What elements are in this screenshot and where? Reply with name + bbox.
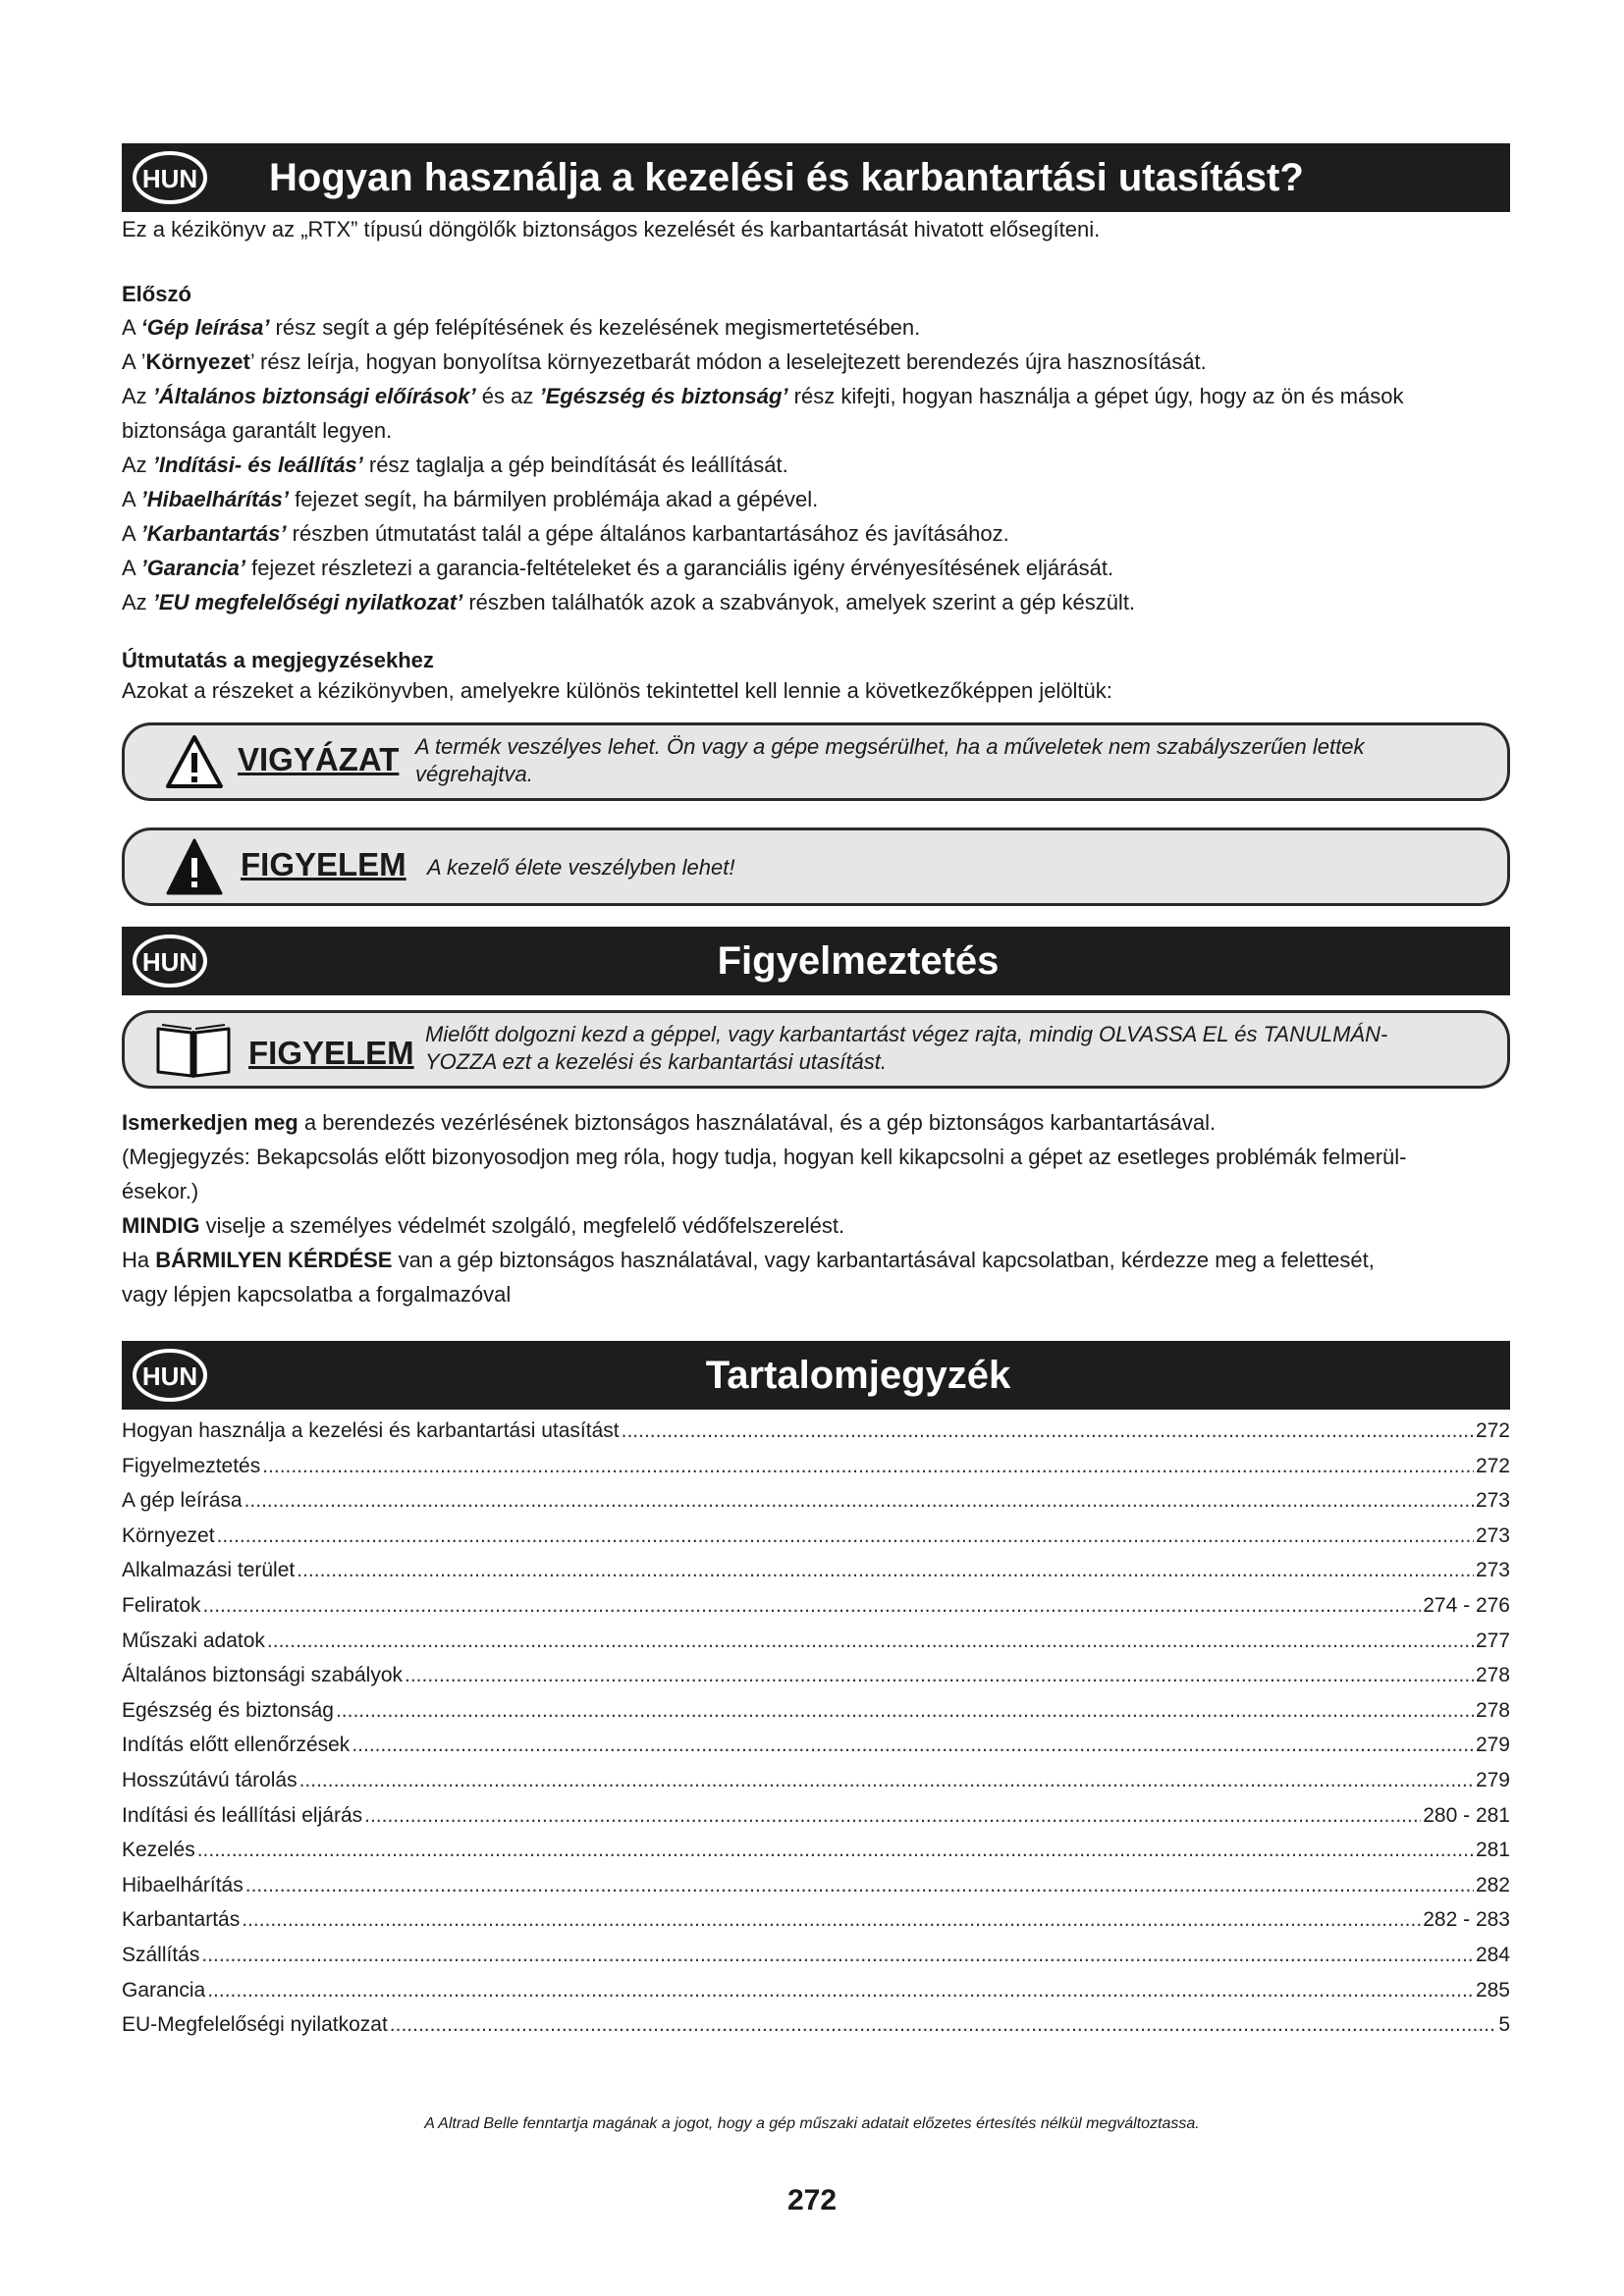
notes-heading: Útmutatás a megjegyzésekhez (122, 648, 434, 672)
warning-triangle-filled-icon (164, 836, 225, 897)
toc-dot-leader (217, 1519, 1474, 1554)
toc-entry (122, 1868, 1510, 1903)
toc-entry-page: 279 (1475, 1734, 1510, 1757)
svg-text:HUN: HUN (141, 947, 198, 977)
toc-entry-page: 281 (1475, 1839, 1510, 1862)
toc-dot-leader (352, 1728, 1474, 1763)
toc-entry-title: Garancia (122, 1978, 206, 2002)
toc-entry-title: Figyelmeztetés (122, 1454, 261, 1477)
toc-entry (122, 1519, 1510, 1554)
toc-entry-page: 278 (1475, 1664, 1510, 1687)
toc-entry-page: 272 (1475, 1419, 1510, 1442)
toc-dot-leader (201, 1938, 1474, 1973)
toc-entry (122, 1658, 1510, 1693)
warning-paragraph: vagy lépjen kapcsolatba a forgalmazóval (122, 1282, 512, 1307)
toc-dot-leader (299, 1763, 1474, 1798)
toc-entry (122, 1798, 1510, 1834)
toc-entry-page: 278 (1475, 1698, 1510, 1722)
toc-entry-title: EU-Megfelelőségi nyilatkozat (122, 2013, 388, 2037)
toc-entry-page: 282 (1475, 1873, 1510, 1896)
foreword-line: A ‘Gép leírása’ rész segít a gép felépítésének és kezelésének megismertetésében. (122, 315, 921, 340)
toc-entry-page: 272 (1475, 1454, 1510, 1477)
toc-entry-page: 285 (1475, 1978, 1510, 2002)
toc-entry-title: Szállítás (122, 1943, 200, 1966)
danger-label: FIGYELEM (241, 846, 406, 882)
danger-notice (122, 828, 1510, 906)
section-title: Tartalomjegyzék (705, 1354, 1011, 1397)
toc-entry (122, 1553, 1510, 1588)
toc-entry (122, 1938, 1510, 1973)
section-header-how-to-use (122, 143, 1510, 212)
disclaimer: A Altrad Belle fenntartja magának a jogot, hogy a gép műszaki adatait előzetes értesítés nélkül megváltoztassa. (424, 2115, 1200, 2132)
section-header-warning (122, 927, 1510, 995)
warning-triangle-outline-icon (164, 733, 225, 790)
toc-entry-title: Indítási és leállítási eljárás (122, 1803, 363, 1827)
toc-dot-leader (390, 2007, 1497, 2043)
toc-entry-title: Általános biztonsági szabályok (122, 1664, 404, 1687)
warning-paragraph: ésekor.) (122, 1179, 199, 1203)
foreword-line: A ’Garancia’ fejezet részletezi a garancia-feltételeket és a garanciális igény érvényesítésének eljárását. (122, 556, 1114, 580)
foreword-line: A ’Karbantartás’ részben útmutatást talál a gépe általános karbantartásához és javításához. (122, 521, 1009, 546)
foreword-line: Az ’EU megfelelőségi nyilatkozat’ részben találhatók azok a szabványok, amelyek szerint a gép készült. (122, 590, 1136, 614)
caution-label: VIGYÁZAT (238, 741, 400, 777)
toc-entry (122, 1483, 1510, 1519)
toc-dot-leader (242, 1902, 1421, 1938)
toc-entry-title: Indítás előtt ellenőrzések (122, 1734, 351, 1757)
toc-entry (122, 1449, 1510, 1484)
foreword-line: Az ’Általános biztonsági előírások’ és az ’Egészség és biztonság’ rész kifejti, hogyan használja a gépet úgy, hogy az ön és mások (122, 384, 1404, 408)
toc-entry-page: 273 (1475, 1559, 1510, 1582)
toc-entry-title: Egészség és biztonság (122, 1698, 334, 1722)
toc-entry-page: 277 (1475, 1629, 1510, 1652)
toc-entry (122, 1588, 1510, 1624)
toc-entry-page: 273 (1475, 1489, 1510, 1513)
toc-dot-leader (207, 1973, 1474, 2008)
hun-badge-icon (132, 1347, 208, 1404)
toc-entry-title: A gép leírása (122, 1489, 243, 1513)
toc-dot-leader (262, 1449, 1474, 1484)
foreword-line: A ’Környezet’ rész leírja, hogyan bonyolítsa környezetbarát módon a leselejtezett berendezés újra hasznosítását. (122, 349, 1207, 374)
foreword-line: biztonsága garantált legyen. (122, 418, 393, 443)
toc-dot-leader (245, 1868, 1474, 1903)
foreword-line: Az ’Indítási- és leállítás’ rész taglalja a gép beindítását és leállítását. (122, 453, 788, 477)
toc-dot-leader (203, 1588, 1422, 1624)
intro-text: Ez a kézikönyv az „RTX” típusú döngölők biztonságos kezelését és karbantartását hivatott elősegíteni. (122, 217, 1101, 241)
toc-entry (122, 1973, 1510, 2008)
hun-badge-icon (132, 933, 208, 989)
caution-message: A termék veszélyes lehet. Ön vagy a gépe megsérülhet, ha a műveletek nem szabályszerűen lettek végrehajtva. (415, 734, 1365, 786)
toc-entry (122, 1763, 1510, 1798)
toc-entry-page: 280 - 281 (1423, 1803, 1510, 1827)
toc-dot-leader (364, 1798, 1421, 1834)
toc-entry (122, 1624, 1510, 1659)
hun-badge-icon (132, 149, 208, 206)
section-title: Hogyan használja a kezelési és karbantartási utasítást? (269, 156, 1304, 199)
foreword-heading: Előszó (122, 282, 191, 306)
toc-entry-title: Karbantartás (122, 1908, 241, 1932)
warning-paragraph: (Megjegyzés: Bekapcsolás előtt bizonyosodjon meg róla, hogy tudja, hogyan kell kikapcsolni a gépet az esetleges problémák felmerül- (122, 1145, 1407, 1169)
toc-dot-leader (405, 1658, 1474, 1693)
notes-intro: Azokat a részeket a kézikönyvben, amelyekre különös tekintettel kell lennie a következőképpen jelöltük: (122, 678, 1112, 703)
toc-dot-leader (297, 1553, 1474, 1588)
page-number: 272 (786, 2184, 838, 2216)
danger-message: A kezelő élete veszélyben lehet! (427, 855, 735, 880)
toc-entry-title: Környezet (122, 1523, 215, 1547)
toc-dot-leader (336, 1693, 1474, 1729)
toc-entry (122, 1833, 1510, 1868)
table-of-contents (122, 1414, 1510, 2043)
open-book-icon (152, 1021, 235, 1080)
toc-entry (122, 2007, 1510, 2043)
toc-entry-title: Hosszútávú tárolás (122, 1768, 298, 1791)
toc-entry-page: 274 - 276 (1423, 1593, 1510, 1617)
toc-entry-title: Alkalmazási terület (122, 1559, 296, 1582)
foreword-line: A ’Hibaelhárítás’ fejezet segít, ha bármilyen problémája akad a gépével. (122, 487, 819, 511)
toc-entry (122, 1902, 1510, 1938)
toc-dot-leader (267, 1624, 1474, 1659)
warning-paragraph: MINDIG viselje a személyes védelmét szolgáló, megfelelő védőfelszerelést. (122, 1213, 845, 1238)
section-title: Figyelmeztetés (717, 939, 1000, 983)
warning-paragraph: Ha BÁRMILYEN KÉRDÉSE van a gép biztonságos használatával, vagy karbantartásával kapcsolatban, kérdezze meg a felettesét, (122, 1248, 1375, 1272)
read-label: FIGYELEM (248, 1035, 414, 1071)
toc-entry (122, 1728, 1510, 1763)
read-message: Mielőtt dolgozni kezd a géppel, vagy karbantartást végez rajta, mindig OLVASSA EL és TANULMÁN- YOZZA ezt a kezelési és karbantartási utasítást. (425, 1022, 1388, 1074)
toc-entry-title: Hogyan használja a kezelési és karbantartási utasítást (122, 1419, 620, 1442)
toc-entry-page: 273 (1475, 1523, 1510, 1547)
svg-text:HUN: HUN (141, 164, 198, 193)
toc-entry (122, 1693, 1510, 1729)
svg-text:HUN: HUN (141, 1362, 198, 1391)
toc-entry-page: 279 (1475, 1768, 1510, 1791)
toc-entry-page: 282 - 283 (1423, 1908, 1510, 1932)
caution-notice (122, 722, 1510, 801)
toc-entry-title: Hibaelhárítás (122, 1873, 244, 1896)
toc-dot-leader (197, 1833, 1474, 1868)
read-manual-notice (122, 1010, 1510, 1089)
toc-entry-title: Feliratok (122, 1593, 201, 1617)
section-header-toc (122, 1341, 1510, 1410)
toc-entry-title: Műszaki adatok (122, 1629, 265, 1652)
toc-dot-leader (622, 1414, 1474, 1449)
toc-entry-title: Kezelés (122, 1839, 195, 1862)
toc-entry-page: 284 (1475, 1943, 1510, 1966)
warning-paragraph: Ismerkedjen meg a berendezés vezérlésének biztonságos használatával, és a gép biztonságos karbantartásával. (122, 1110, 1217, 1135)
toc-dot-leader (244, 1483, 1474, 1519)
toc-entry (122, 1414, 1510, 1449)
toc-entry-page: 5 (1498, 2013, 1510, 2037)
